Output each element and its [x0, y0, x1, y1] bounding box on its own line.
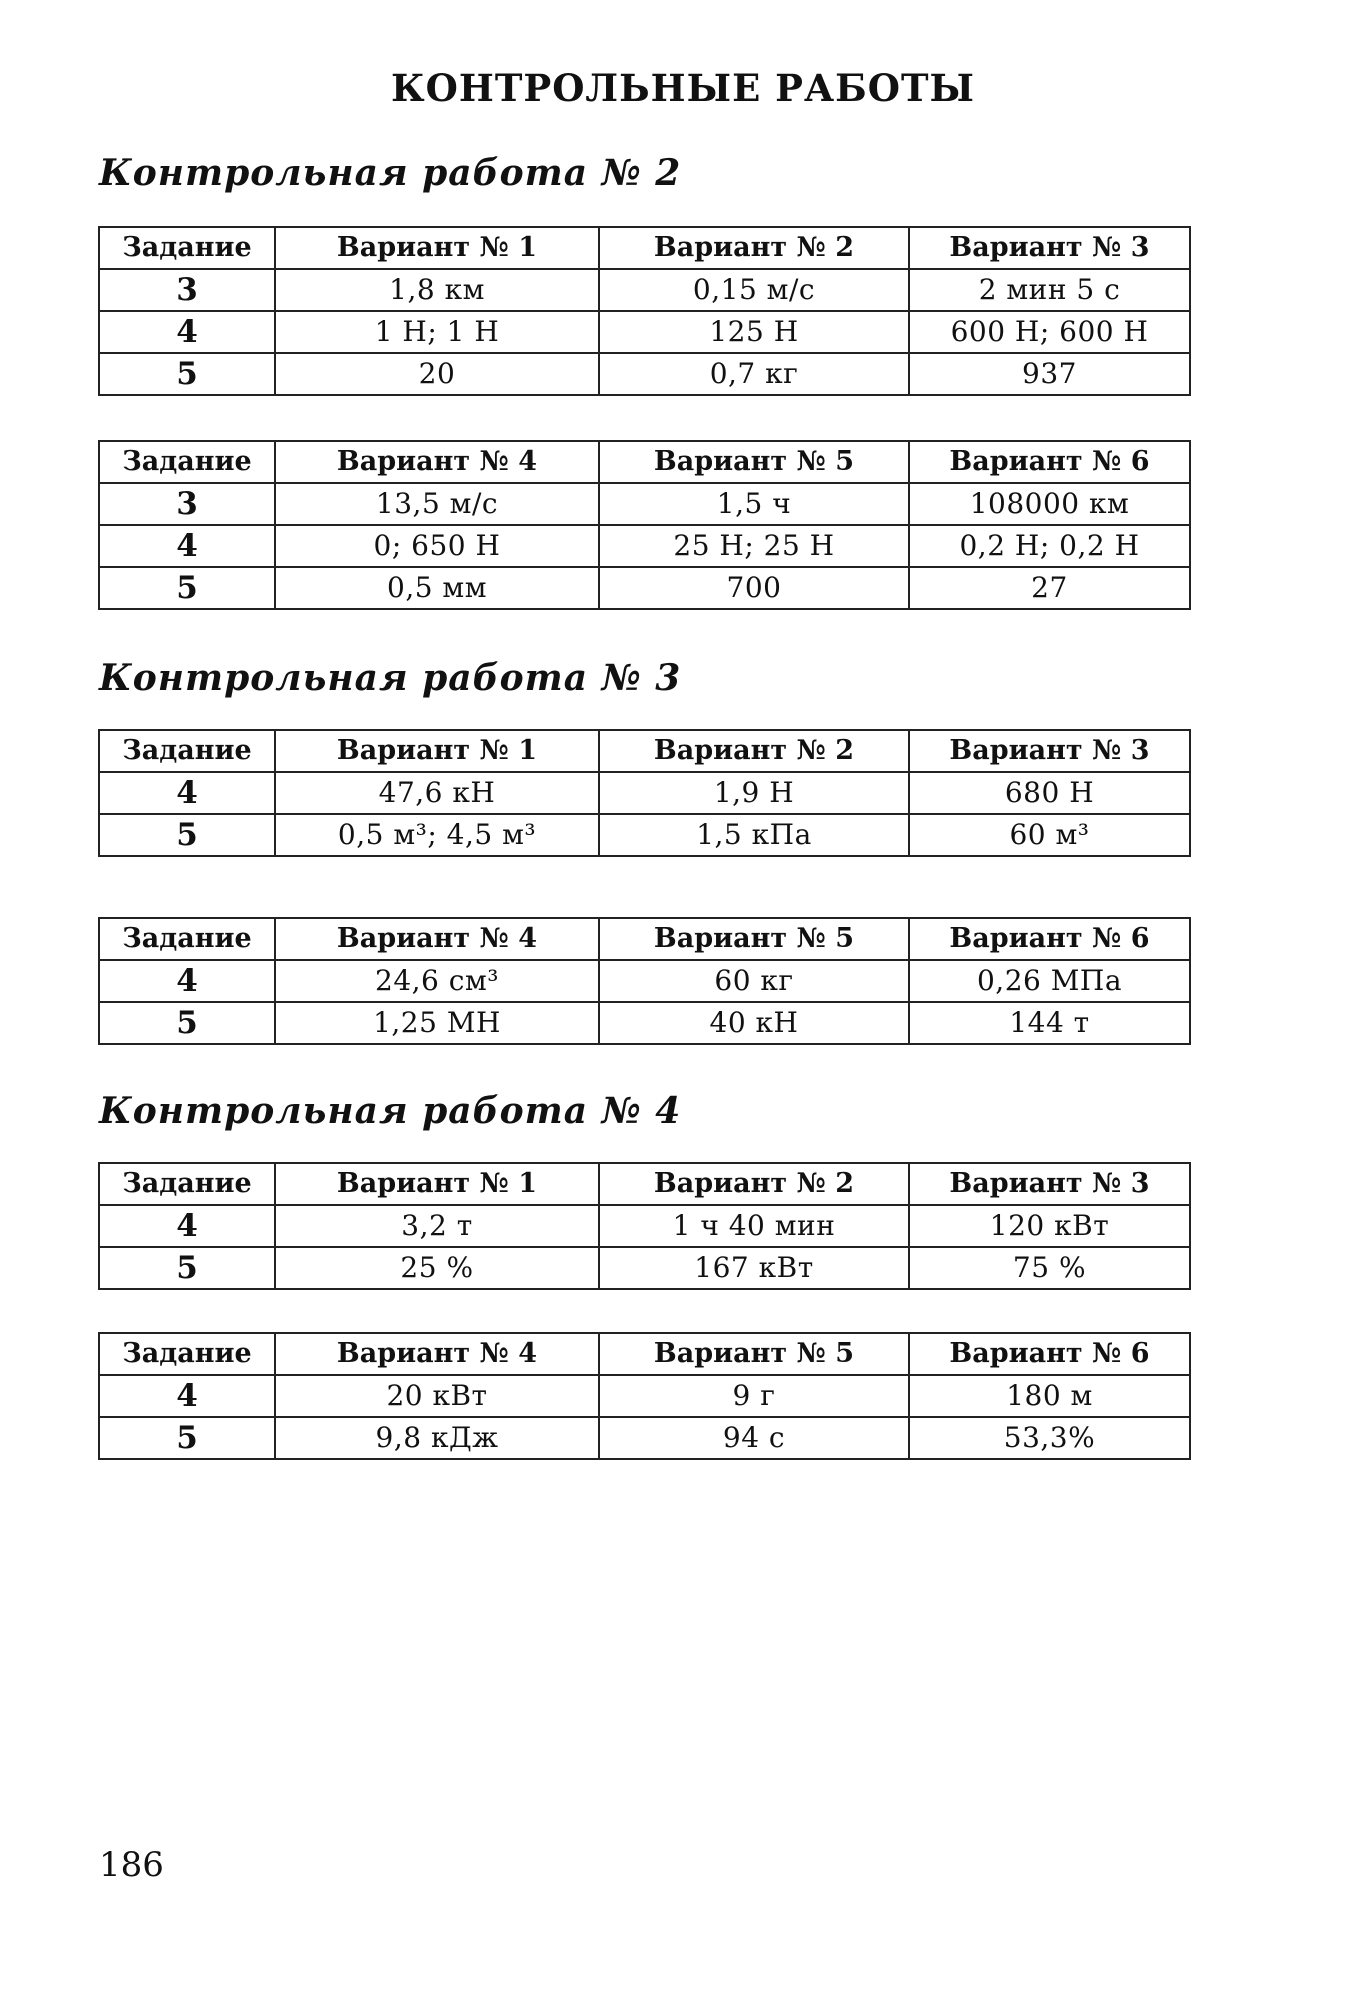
task-number: 4 — [99, 772, 275, 814]
table-header-row — [99, 227, 1190, 269]
answer-cell: 1,9 Н — [599, 772, 909, 814]
table-row — [99, 567, 1190, 609]
page-number: 186 — [99, 1845, 164, 1885]
table-row — [99, 1417, 1190, 1459]
answer-cell: 60 м³ — [909, 814, 1190, 856]
header-variant: Вариант № 6 — [909, 1333, 1190, 1375]
answer-cell: 1,25 МН — [275, 1002, 599, 1044]
header-task: Задание — [99, 918, 275, 960]
answers-table-kr2-variants-4-6 — [98, 440, 1191, 610]
answer-cell: 9,8 кДж — [275, 1417, 599, 1459]
table-row — [99, 960, 1190, 1002]
answer-cell: 0,5 мм — [275, 567, 599, 609]
answer-cell: 0,2 Н; 0,2 Н — [909, 525, 1190, 567]
table-row — [99, 353, 1190, 395]
header-task: Задание — [99, 1333, 275, 1375]
task-number: 3 — [99, 483, 275, 525]
answers-table-kr4-variants-4-6 — [98, 1332, 1191, 1460]
table-header-row — [99, 918, 1190, 960]
answer-cell: 20 кВт — [275, 1375, 599, 1417]
task-number: 4 — [99, 1205, 275, 1247]
answer-cell: 180 м — [909, 1375, 1190, 1417]
table-row — [99, 269, 1190, 311]
answer-cell: 0,26 МПа — [909, 960, 1190, 1002]
header-variant: Вариант № 1 — [275, 730, 599, 772]
section-title-kr4: Контрольная работа № 4 — [99, 1090, 682, 1132]
page-title: КОНТРОЛЬНЫЕ РАБОТЫ — [391, 66, 975, 110]
task-number: 4 — [99, 1375, 275, 1417]
task-number: 5 — [99, 1417, 275, 1459]
task-number: 5 — [99, 353, 275, 395]
answer-cell: 120 кВт — [909, 1205, 1190, 1247]
task-number: 5 — [99, 1002, 275, 1044]
task-number: 5 — [99, 567, 275, 609]
task-number: 5 — [99, 814, 275, 856]
section-title-kr2: Контрольная работа № 2 — [99, 152, 682, 194]
answer-cell: 25 Н; 25 Н — [599, 525, 909, 567]
table-row — [99, 772, 1190, 814]
table-row — [99, 311, 1190, 353]
answer-cell: 47,6 кН — [275, 772, 599, 814]
answer-cell: 3,2 т — [275, 1205, 599, 1247]
answer-cell: 40 кН — [599, 1002, 909, 1044]
table-row — [99, 525, 1190, 567]
answer-cell: 0,5 м³; 4,5 м³ — [275, 814, 599, 856]
task-number: 4 — [99, 311, 275, 353]
answer-cell: 937 — [909, 353, 1190, 395]
table-header-row — [99, 1333, 1190, 1375]
answer-cell: 94 с — [599, 1417, 909, 1459]
answer-cell: 0,7 кг — [599, 353, 909, 395]
answers-table-kr3-variants-4-6 — [98, 917, 1191, 1045]
answer-cell: 2 мин 5 с — [909, 269, 1190, 311]
table-row — [99, 1002, 1190, 1044]
header-task: Задание — [99, 1163, 275, 1205]
answer-cell: 53,3% — [909, 1417, 1190, 1459]
header-task: Задание — [99, 441, 275, 483]
section-title-kr3: Контрольная работа № 3 — [99, 657, 682, 699]
answer-cell: 75 % — [909, 1247, 1190, 1289]
header-variant: Вариант № 4 — [275, 1333, 599, 1375]
table-row — [99, 1205, 1190, 1247]
answer-cell: 1,5 ч — [599, 483, 909, 525]
answer-cell: 700 — [599, 567, 909, 609]
header-variant: Вариант № 4 — [275, 918, 599, 960]
answer-cell: 0; 650 Н — [275, 525, 599, 567]
answers-table-kr4-variants-1-3 — [98, 1162, 1191, 1290]
table-row — [99, 1375, 1190, 1417]
answer-cell: 9 г — [599, 1375, 909, 1417]
header-variant: Вариант № 4 — [275, 441, 599, 483]
header-variant: Вариант № 6 — [909, 441, 1190, 483]
answer-cell: 13,5 м/с — [275, 483, 599, 525]
header-variant: Вариант № 1 — [275, 227, 599, 269]
answers-table-kr2-variants-1-3 — [98, 226, 1191, 396]
header-variant: Вариант № 5 — [599, 1333, 909, 1375]
answer-cell: 1,5 кПа — [599, 814, 909, 856]
answer-cell: 144 т — [909, 1002, 1190, 1044]
answer-cell: 0,15 м/с — [599, 269, 909, 311]
header-variant: Вариант № 2 — [599, 227, 909, 269]
header-variant: Вариант № 6 — [909, 918, 1190, 960]
answer-cell: 125 Н — [599, 311, 909, 353]
answer-cell: 1 ч 40 мин — [599, 1205, 909, 1247]
table-header-row — [99, 1163, 1190, 1205]
table-row — [99, 483, 1190, 525]
task-number: 4 — [99, 960, 275, 1002]
header-variant: Вариант № 5 — [599, 918, 909, 960]
header-variant: Вариант № 2 — [599, 730, 909, 772]
task-number: 4 — [99, 525, 275, 567]
task-number: 5 — [99, 1247, 275, 1289]
answer-cell: 20 — [275, 353, 599, 395]
table-row — [99, 814, 1190, 856]
answer-cell: 1 Н; 1 Н — [275, 311, 599, 353]
header-task: Задание — [99, 730, 275, 772]
header-variant: Вариант № 3 — [909, 1163, 1190, 1205]
answer-cell: 1,8 км — [275, 269, 599, 311]
answers-table-kr3-variants-1-3 — [98, 729, 1191, 857]
header-variant: Вариант № 2 — [599, 1163, 909, 1205]
answer-cell: 680 Н — [909, 772, 1190, 814]
header-variant: Вариант № 3 — [909, 227, 1190, 269]
table-header-row — [99, 730, 1190, 772]
answer-cell: 60 кг — [599, 960, 909, 1002]
table-header-row — [99, 441, 1190, 483]
header-variant: Вариант № 5 — [599, 441, 909, 483]
header-variant: Вариант № 3 — [909, 730, 1190, 772]
answer-cell: 24,6 см³ — [275, 960, 599, 1002]
table-row — [99, 1247, 1190, 1289]
answer-cell: 27 — [909, 567, 1190, 609]
answer-cell: 25 % — [275, 1247, 599, 1289]
answer-cell: 167 кВт — [599, 1247, 909, 1289]
answer-cell: 600 Н; 600 Н — [909, 311, 1190, 353]
answer-cell: 108000 км — [909, 483, 1190, 525]
header-task: Задание — [99, 227, 275, 269]
header-variant: Вариант № 1 — [275, 1163, 599, 1205]
task-number: 3 — [99, 269, 275, 311]
